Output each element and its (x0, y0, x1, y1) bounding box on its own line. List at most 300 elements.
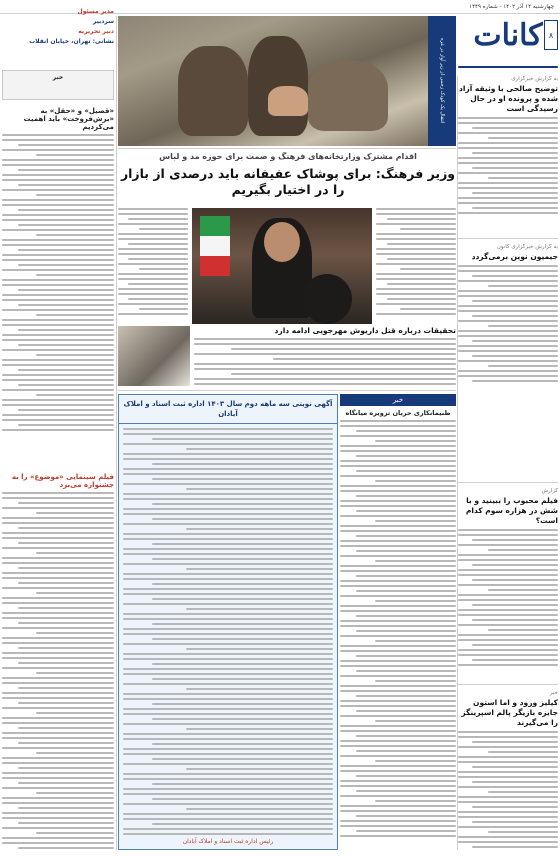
column-divider (457, 76, 458, 850)
text-line (2, 667, 114, 669)
sidebar-article-2 (2, 470, 114, 850)
text-line (2, 229, 114, 231)
text-line (340, 745, 456, 747)
text-line (356, 455, 456, 457)
text-line (458, 736, 558, 738)
text-line (387, 283, 456, 285)
text-line (458, 265, 558, 267)
text-line (118, 233, 188, 235)
text-line (123, 733, 333, 735)
text-line (458, 370, 558, 372)
text-line (123, 453, 333, 455)
text-line (2, 239, 114, 241)
text-line (458, 801, 558, 803)
text-line (118, 288, 188, 290)
text-line (2, 199, 114, 201)
text-line (458, 197, 558, 199)
text-line (2, 254, 114, 256)
text-line (18, 687, 114, 689)
text-line (458, 594, 558, 596)
text-line (2, 692, 114, 694)
text-line (2, 259, 114, 261)
text-line (2, 762, 114, 764)
text-line (152, 823, 333, 825)
text-line (458, 559, 558, 561)
text-line (123, 828, 333, 830)
text-line (340, 450, 456, 452)
text-line (36, 354, 114, 356)
text-line (36, 552, 114, 554)
text-line (118, 208, 188, 210)
text-line (18, 647, 114, 649)
text-line (376, 233, 456, 235)
text-line (340, 725, 456, 727)
text-line (2, 294, 114, 296)
text-line (123, 788, 333, 790)
text-line (123, 588, 333, 590)
text-line (152, 518, 333, 520)
text-line (152, 743, 333, 745)
text-line (340, 555, 456, 557)
text-line (356, 470, 456, 472)
text-line (340, 705, 456, 707)
text-line (123, 708, 333, 710)
text-line (18, 184, 114, 186)
text-line (458, 569, 558, 571)
text-line (18, 742, 114, 744)
text-line (340, 435, 456, 437)
text-line (36, 792, 114, 794)
text-line (123, 573, 333, 575)
text-line (18, 822, 114, 824)
text-line (356, 510, 456, 512)
text-line (375, 560, 456, 562)
text-line (123, 748, 333, 750)
row-divider (118, 390, 456, 391)
credit-line: دبیر تحریریه (78, 28, 114, 35)
text-line (458, 529, 558, 531)
text-line (472, 619, 558, 621)
text-line (18, 369, 114, 371)
text-line (472, 659, 558, 661)
text-line (18, 169, 114, 171)
text-line (340, 675, 456, 677)
text-line (186, 488, 333, 490)
text-line (118, 223, 188, 225)
text-line (118, 293, 188, 295)
text-line (36, 154, 114, 156)
text-line (2, 389, 114, 391)
text-line (2, 139, 114, 141)
text-line (458, 816, 558, 818)
text-line (472, 604, 558, 606)
text-line (472, 766, 558, 768)
text-line (340, 425, 456, 427)
text-line (2, 419, 114, 421)
text-line (488, 177, 558, 179)
text-line (340, 490, 456, 492)
text-line (2, 717, 114, 719)
text-line (376, 223, 456, 225)
text-line (458, 162, 558, 164)
text-line (123, 713, 333, 715)
text-line (128, 283, 188, 285)
text-line (123, 473, 333, 475)
text-line (18, 384, 114, 386)
text-line (123, 523, 333, 525)
text-line (18, 607, 114, 609)
text-line (488, 137, 558, 139)
text-line (2, 149, 114, 151)
text-line (2, 404, 114, 406)
mid-article (194, 326, 456, 392)
text-line (152, 543, 333, 545)
text-line (340, 580, 456, 582)
text-line (2, 204, 114, 206)
text-line (472, 806, 558, 808)
text-line (123, 763, 333, 765)
article-title: کیلیز ورود و اما استون جایزه بازیگر پالم اسپرینگز را می‌گیرند (461, 698, 558, 727)
text-line (472, 127, 558, 129)
text-line (340, 715, 456, 717)
text-line (356, 790, 456, 792)
text-line (340, 820, 456, 822)
text-line (128, 218, 188, 220)
text-line (458, 761, 558, 763)
text-line (472, 781, 558, 783)
text-line (123, 793, 333, 795)
column-divider (116, 16, 117, 850)
text-line (18, 249, 114, 251)
text-line (2, 269, 114, 271)
text-line (186, 648, 333, 650)
text-line (458, 345, 558, 347)
text-line (231, 373, 456, 375)
text-line (139, 308, 188, 310)
text-line (231, 348, 456, 350)
text-line (123, 818, 333, 820)
legal-ad (118, 394, 338, 850)
text-line (152, 503, 333, 505)
text-line (128, 258, 188, 260)
text-line (152, 678, 333, 680)
text-line (458, 776, 558, 778)
text-line (2, 557, 114, 559)
masthead (458, 16, 558, 66)
text-line (2, 562, 114, 564)
text-line (458, 290, 558, 292)
text-line (18, 304, 114, 306)
text-line (18, 702, 114, 704)
text-line (376, 313, 456, 315)
photo-caption-strip (428, 16, 456, 146)
text-line (472, 644, 558, 646)
text-line (123, 538, 333, 540)
text-line (18, 527, 114, 529)
text-line (458, 335, 558, 337)
text-line (340, 690, 456, 692)
text-line (2, 777, 114, 779)
text-line (152, 783, 333, 785)
right-article-1 (458, 76, 558, 216)
text-line (194, 378, 456, 380)
text-line (186, 808, 333, 810)
text-line (2, 652, 114, 654)
text-line (488, 325, 558, 327)
text-line (36, 234, 114, 236)
text-line (118, 303, 188, 305)
text-line (2, 602, 114, 604)
text-line (340, 765, 456, 767)
text-line (2, 617, 114, 619)
text-line (458, 664, 558, 666)
text-line (186, 448, 333, 450)
lead-headline: وزیر فرهنگ: برای پوشاک عفیفانه باید درصدی از بازار را در اختیار بگیریم (120, 166, 456, 197)
text-line (2, 517, 114, 519)
text-line (123, 628, 333, 630)
text-line (375, 800, 456, 802)
text-line (123, 613, 333, 615)
text-line (375, 440, 456, 442)
text-line (458, 796, 558, 798)
legal-ad-head: آگهی نوبتی سه ماهه دوم سال ۱۴۰۳ اداره ثبت اسناد و املاک آبادان (119, 395, 337, 424)
text-line (458, 771, 558, 773)
news-column (340, 394, 456, 850)
lead-body-col (118, 208, 188, 324)
text-line (139, 268, 188, 270)
text-line (2, 507, 114, 509)
text-line (340, 485, 456, 487)
text-line (2, 364, 114, 366)
text-line (2, 299, 114, 301)
text-line (458, 360, 558, 362)
text-line (340, 645, 456, 647)
text-line (356, 615, 456, 617)
text-line (458, 182, 558, 184)
text-line (128, 298, 188, 300)
text-line (340, 605, 456, 607)
page-number: ۸ (544, 20, 558, 50)
text-line (36, 592, 114, 594)
text-line (376, 293, 456, 295)
text-line (340, 465, 456, 467)
text-line (340, 585, 456, 587)
text-line (123, 513, 333, 515)
text-line (340, 660, 456, 662)
masthead-subline (458, 66, 558, 72)
sidebar-article-title: فیلم سینمایی «موضوع» را به جشنواره می‌برد (11, 473, 114, 489)
text-line (186, 528, 333, 530)
text-line (458, 270, 558, 272)
text-line (356, 655, 456, 657)
text-line (123, 458, 333, 460)
text-line (152, 758, 333, 760)
text-line (118, 238, 188, 240)
text-line (36, 274, 114, 276)
text-line (340, 755, 456, 757)
text-line (356, 735, 456, 737)
text-line (458, 202, 558, 204)
right-article-2 (458, 244, 558, 384)
text-line (2, 339, 114, 341)
text-line (488, 549, 558, 551)
text-line (376, 238, 456, 240)
text-line (340, 595, 456, 597)
text-line (340, 620, 456, 622)
text-line (472, 355, 558, 357)
text-line (18, 409, 114, 411)
sidebar-article-1 (2, 104, 114, 434)
text-line (458, 375, 558, 377)
text-line (458, 786, 558, 788)
text-line (152, 438, 333, 440)
text-line (152, 623, 333, 625)
text-line (152, 598, 333, 600)
text-line (123, 813, 333, 815)
text-line (375, 600, 456, 602)
right-article-4 (458, 690, 558, 850)
text-line (123, 483, 333, 485)
text-line (118, 278, 188, 280)
article-title: فیلم محبوب را ببینید و با شش در هزاره سوم کدام است؟ (465, 496, 558, 525)
text-line (356, 670, 456, 672)
text-line (2, 682, 114, 684)
article-sub: گزارش (541, 488, 558, 494)
article-sub: به گزارش خبرگزاری کانون (496, 244, 558, 250)
text-line (340, 505, 456, 507)
text-line (488, 589, 558, 591)
text-line (123, 723, 333, 725)
text-line (340, 825, 456, 827)
text-line (18, 209, 114, 211)
text-line (488, 751, 558, 753)
text-line (2, 572, 114, 574)
text-line (458, 142, 558, 144)
lead-body-col (376, 208, 456, 324)
text-line (123, 833, 333, 835)
text-line (2, 677, 114, 679)
text-line (340, 805, 456, 807)
sidebar-box-label: خبر (52, 74, 64, 81)
text-line (375, 520, 456, 522)
sidebar-box (2, 70, 114, 100)
text-line (2, 324, 114, 326)
text-line (186, 608, 333, 610)
credit-line: سردبیر (92, 18, 114, 25)
text-line (118, 263, 188, 265)
text-line (2, 637, 114, 639)
text-line (458, 544, 558, 546)
text-line (36, 394, 114, 396)
text-line (18, 344, 114, 346)
article-title: توضیح صالحی با وثیقه آزاد شده و پرونده او در حال رسیدگی است (459, 84, 558, 113)
text-line (340, 770, 456, 772)
text-line (186, 568, 333, 570)
text-line (36, 832, 114, 834)
text-line (2, 334, 114, 336)
text-line (340, 500, 456, 502)
text-line (472, 539, 558, 541)
text-line (123, 433, 333, 435)
text-line (2, 319, 114, 321)
text-line (376, 253, 456, 255)
text-line (2, 747, 114, 749)
text-line (356, 550, 456, 552)
text-line (400, 228, 456, 230)
text-line (375, 720, 456, 722)
text-line (458, 639, 558, 641)
text-line (118, 273, 188, 275)
text-line (36, 512, 114, 514)
text-line (123, 578, 333, 580)
text-line (2, 374, 114, 376)
text-line (152, 663, 333, 665)
text-line (123, 753, 333, 755)
text-line (2, 189, 114, 191)
text-line (36, 314, 114, 316)
text-line (458, 731, 558, 733)
text-line (2, 737, 114, 739)
text-line (472, 846, 558, 848)
text-line (2, 284, 114, 286)
text-line (458, 634, 558, 636)
text-line (2, 134, 114, 136)
text-line (36, 194, 114, 196)
text-line (18, 582, 114, 584)
text-line (340, 610, 456, 612)
text-line (123, 683, 333, 685)
text-line (2, 732, 114, 734)
text-line (2, 577, 114, 579)
text-line (375, 480, 456, 482)
text-line (356, 535, 456, 537)
text-line (458, 212, 558, 214)
text-line (458, 811, 558, 813)
text-line (18, 767, 114, 769)
text-line (194, 338, 456, 340)
text-line (273, 358, 456, 360)
text-line (472, 275, 558, 277)
text-line (18, 662, 114, 664)
text-line (152, 638, 333, 640)
text-line (472, 300, 558, 302)
text-line (2, 812, 114, 814)
text-line (186, 768, 333, 770)
text-line (458, 746, 558, 748)
text-line (458, 122, 558, 124)
text-line (2, 214, 114, 216)
text-line (152, 718, 333, 720)
text-line (340, 565, 456, 567)
text-line (376, 278, 456, 280)
text-line (36, 672, 114, 674)
text-line (2, 244, 114, 246)
text-line (18, 807, 114, 809)
text-line (2, 707, 114, 709)
text-line (194, 343, 456, 345)
text-line (2, 522, 114, 524)
text-line (340, 525, 456, 527)
text-line (458, 320, 558, 322)
text-line (139, 228, 188, 230)
text-line (186, 688, 333, 690)
text-line (2, 159, 114, 161)
text-line (2, 722, 114, 724)
text-line (488, 365, 558, 367)
text-line (458, 649, 558, 651)
text-line (472, 207, 558, 209)
sidebar-article-title: «قصیل» و «حقل» به «برش‌فروخت» باید اهمیت می‌کردیم (23, 107, 114, 131)
